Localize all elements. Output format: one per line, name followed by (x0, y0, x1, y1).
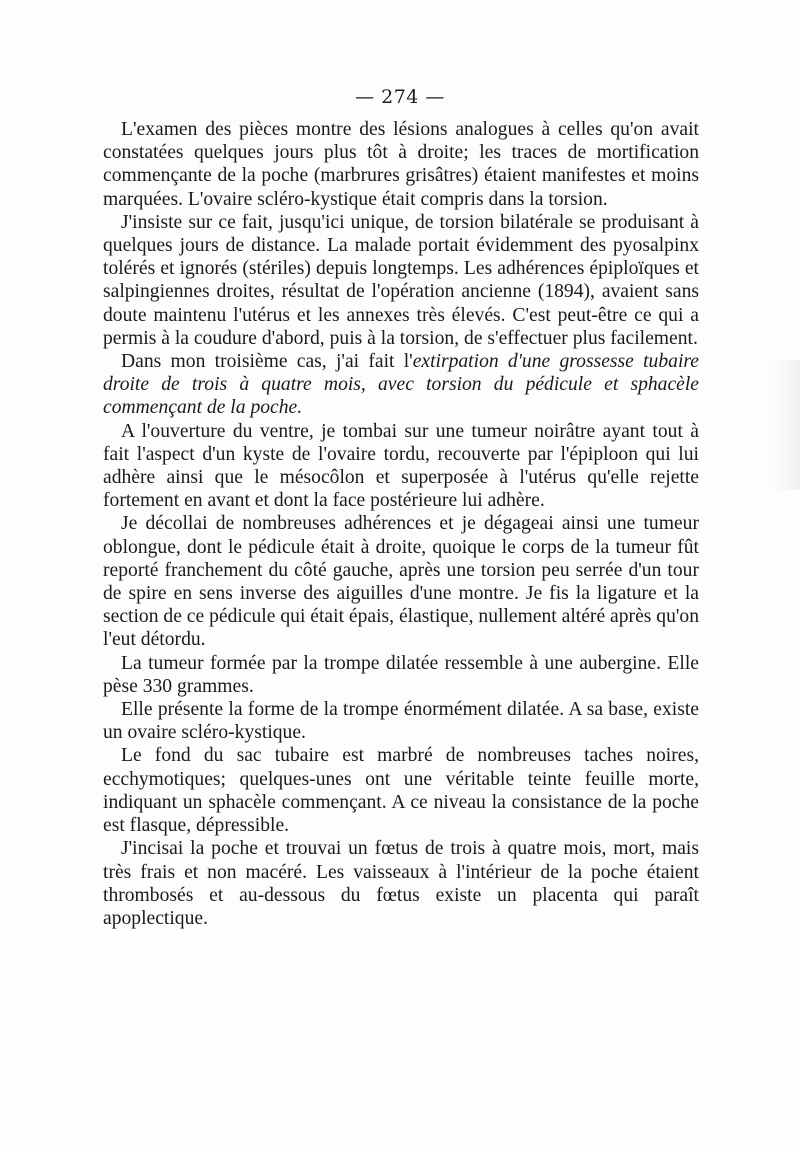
paragraph-text: Je décollai de nombreuses adhérences et je dégageai ainsi une tumeur oblongue, dont le pédicule était à droite, quoique le corps de la tumeur fût reporté franchement du côté gauche, après une torsion peu serrée d'un tour de spire en sens inverse des aiguilles d'une montre. Je fis la ligature et la section de ce pédicule qui était épais, élastique, nullement altéré après qu'on l'eut détordu. (103, 513, 700, 651)
page-edge-shadow (770, 360, 800, 490)
paragraph-text: A l'ouverture du ventre, je tombai sur une tumeur noirâtre ayant tout à fait l'aspect d'un kyste de l'ovaire tordu, recouverte par l'épiploon qui lui adhère ainsi que le mésocôlon et superposée à l'utérus qu'elle rejette fortement en avant et dont la face postérieure lui adhère. (103, 420, 699, 512)
paragraph (103, 420, 699, 513)
paragraph (103, 698, 699, 744)
paragraph-text: Elle présente la forme de la trompe énormément dilatée. A sa base, existe un ovaire scléro-kystique. (103, 699, 699, 744)
paragraph-text: La tumeur formée par la trompe dilatée ressemble à une aubergine. Elle pèse 330 grammes. (103, 652, 699, 697)
paragraph (103, 118, 699, 211)
page-number: — 274 — (355, 86, 445, 108)
paragraph-text: Dans mon troisième cas, j'ai fait l' (121, 351, 413, 373)
paragraph (103, 211, 699, 350)
italic-emphasis: extirpation d'une grossesse tubaire droite de trois à quatre mois, avec torsion du pédicule et sphacèle commençant de la poche. (103, 351, 699, 419)
paragraph (103, 512, 699, 651)
paragraph (103, 652, 699, 698)
paragraph (103, 744, 699, 837)
paragraph-text: J'insiste sur ce fait, jusqu'ici unique, de torsion bilatérale se produisant à quelques jours de distance. La malade portait évidemment des pyosalpinx tolérés et ignorés (stériles) depuis longtemps. Les adhérences épiploïques et salpingiennes droites, résultat de l'opération ancienne (1894), avaient sans doute maintenu l'utérus et les annexes très élevés. C'est peut-être ce qui a permis à la coudure d'abord, puis à la torsion, de s'effectuer plus facilement. (103, 211, 699, 349)
paragraph (103, 837, 699, 930)
paragraph-text: L'examen des pièces montre des lésions analogues à celles qu'on avait constatées quelques jours plus tôt à droite; les traces de mortification commençante de la poche (marbrures grisâtres) étaient manifestes et moins marquées. L'ovaire scléro-kystique était compris dans la torsion. (103, 119, 699, 210)
paragraph-text: Le fond du sac tubaire est marbré de nombreuses taches noires, ecchymotiques; quelques-unes ont une véritable teinte feuille morte, indiquant un sphacèle commençant. A ce niveau la consistance de la poche est flasque, dépressible. (103, 745, 699, 837)
body-text (103, 118, 699, 930)
paragraph-text: J'incisai la poche et trouvai un fœtus de trois à quatre mois, mort, mais très frais et non macéré. Les vaisseaux à l'intérieur de la poche étaient thrombosés et au-dessous du fœtus existe un placenta qui paraît apoplectique. (103, 838, 699, 929)
paragraph (103, 350, 699, 420)
